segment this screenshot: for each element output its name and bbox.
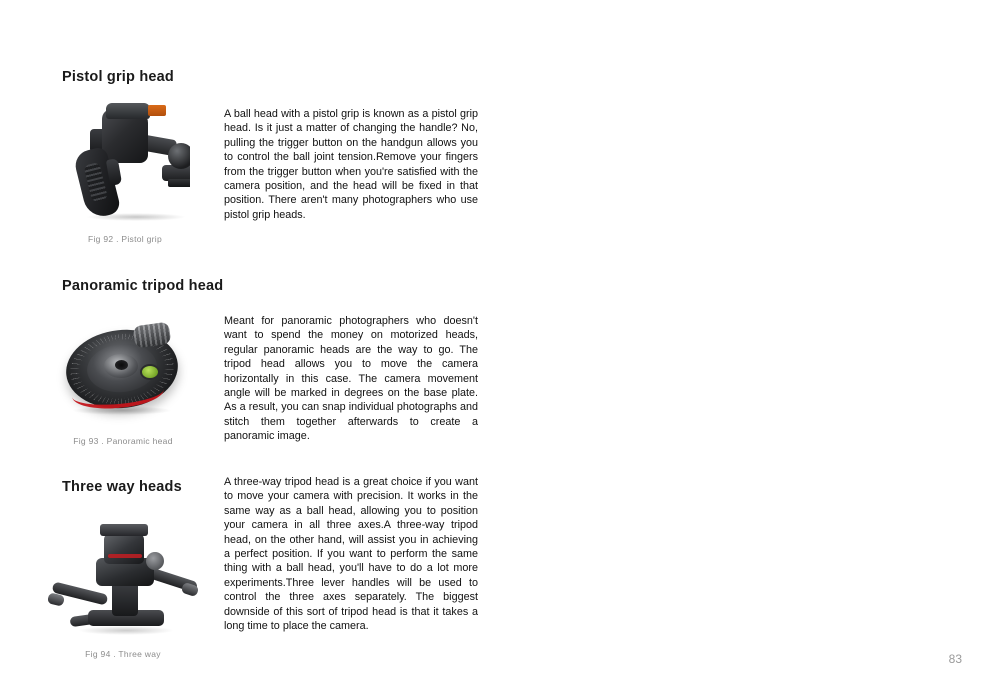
mounting-hole [115, 360, 128, 370]
pistol-grip-head-image [50, 103, 190, 228]
body-text-panoramic-head: Meant for panoramic photographers who doesn't want to spend the money on motorized heads, regular panoramic heads are the way to go. The tripod head allows you to move the camera horizontally in this case. The camera movement angle will be marked in degrees on the base plate. As a result, you can snap individual photographs and stitch them together afterwards to create a panoramic image. [224, 315, 478, 443]
ball-joint [168, 143, 190, 169]
figure-panoramic-head [48, 308, 198, 446]
section-heading: Three way heads [62, 479, 182, 495]
section-heading: Panoramic tripod head [62, 278, 224, 294]
upper-housing [104, 534, 144, 564]
section-heading: Pistol grip head [62, 69, 174, 85]
three-way-head-image [48, 518, 198, 643]
section-three-way-heads [62, 479, 182, 495]
figure-caption: Fig 92 . Pistol grip [87, 234, 163, 244]
body-text-pistol-grip: A ball head with a pistol grip is known as a pistol grip head. Is it just a matter of changing the handle? No, pulling the trigger button on the handgun allows you to control the ball joint tension.Remove your fingers from the trigger button when you're satisfied with the camera position, and the head will be fixed in that position. There aren't many photographers who use pistol grip heads. [224, 108, 478, 221]
figure-caption: Fig 93 . Panoramic head [73, 436, 173, 446]
body-text-three-way-heads: A three-way tripod head is a great choice if you want to move your camera with precision. It works in the same way as a ball head, allowing you to position your camera in all three axes.A three-way tripod head, on the other hand, will assist you in achieving a perfect position. If you want to perform the same thing with a ball head, you'll have to do a lot more experiments.Three lever handles will be used to control the three axes separately. The biggest downside of this sort of tripod head is that it takes a long time to place the camera. [224, 476, 478, 633]
center-column [112, 582, 138, 616]
grip-texture [83, 162, 108, 203]
quick-release-plate [100, 524, 148, 536]
red-accent-stripe [108, 554, 142, 558]
figure-caption: Fig 94 . Three way [85, 649, 161, 659]
panoramic-head-image [48, 308, 188, 430]
orange-knob [148, 105, 166, 116]
base-stem [168, 179, 190, 187]
section-pistol-grip-head [62, 69, 174, 85]
figure-three-way-head [48, 518, 198, 659]
section-panoramic-tripod-head [62, 278, 223, 294]
shadow-ellipse [78, 626, 174, 635]
bubble-level [140, 364, 160, 380]
figure-pistol-grip [50, 103, 200, 244]
geared-knob [146, 552, 164, 570]
page-number: 83 [948, 652, 962, 666]
head-top [106, 103, 150, 119]
